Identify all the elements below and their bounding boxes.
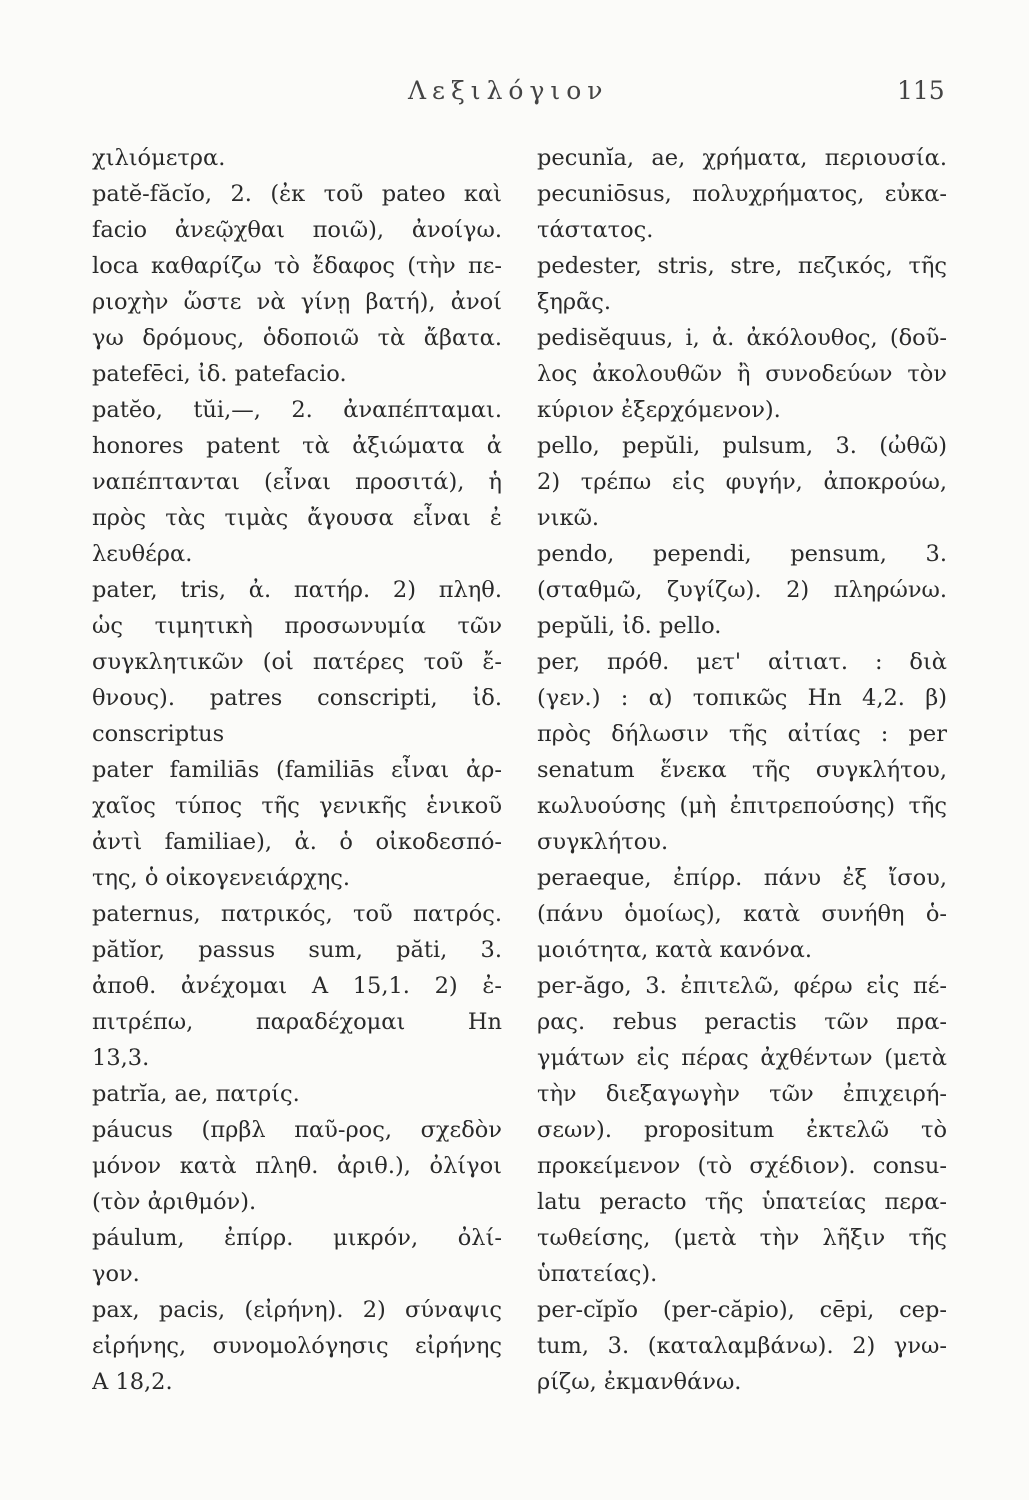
- page-number: 115: [897, 76, 945, 105]
- text-line: pater familiās (familiās εἶναι ἀρ-: [92, 757, 502, 783]
- right-column: [537, 140, 947, 1400]
- text-line: per-ăgo, 3. ἐπιτελῶ, φέρω εἰς πέ-: [537, 973, 947, 999]
- text-line: facio ἀνεῷχθαι ποιῶ), ἀνοίγω.: [92, 217, 502, 243]
- text-line: ρίζω, ἐκμανθάνω.: [537, 1369, 742, 1395]
- text-line: ἀντὶ familiae), ἀ. ὁ οἰκοδεσπό-: [92, 829, 502, 855]
- text-line: ὡς τιμητικὴ προσωνυμία τῶν: [92, 613, 502, 639]
- text-line: per-cĭpĭo (per-căpio), cēpi, cep-: [537, 1297, 947, 1323]
- text-line: γμάτων εἰς πέρας ἀχθέντων (μετὰ: [537, 1045, 947, 1071]
- text-line: πρὸς τὰς τιμὰς ἄγουσα εἶναι ἐ: [92, 505, 502, 531]
- text-line: 13,3.: [92, 1045, 150, 1071]
- text-line: per, πρόθ. μετ' αἰτιατ. : διὰ: [537, 649, 947, 675]
- text-line: Α 18,2.: [92, 1369, 173, 1395]
- text-line: páucus (πρβλ παῦ-ρος, σχεδὸν: [92, 1117, 502, 1143]
- text-line: pedisĕquus, i, ἀ. ἀκόλουθος, (δοῦ-: [537, 325, 947, 351]
- text-line: συγκλητικῶν (οἱ πατέρες τοῦ ἔ-: [92, 649, 502, 675]
- text-line: συγκλήτου.: [537, 829, 669, 855]
- text-line: ρας. rebus peractis τῶν πρα-: [537, 1009, 947, 1035]
- text-line: pecuniōsus, πολυχρήματος, εὐκα-: [537, 181, 947, 207]
- text-line: pepŭli, ἰδ. pello.: [537, 613, 722, 639]
- text-line: peraeque, ἐπίρρ. πάνυ ἐξ ἴσου,: [537, 865, 947, 891]
- text-line: χιλιόμετρα.: [92, 145, 226, 171]
- text-line: τάστατος.: [537, 217, 654, 243]
- running-title: Λεξιλόγιον: [408, 76, 609, 105]
- text-line: προκείμενον (τὸ σχέδιον). consu-: [537, 1153, 947, 1179]
- text-line: μόνον κατὰ πληθ. ἀριθ.), ὀλίγοι: [92, 1153, 502, 1179]
- text-line: κύριον ἐξερχόμενον).: [537, 397, 781, 423]
- text-line: honores patent τὰ ἀξιώματα ἀ: [92, 433, 502, 459]
- text-line: pendo, pependi, pensum, 3.: [537, 541, 947, 567]
- text-line: ξηρᾶς.: [537, 289, 612, 315]
- text-line: conscriptus: [92, 721, 225, 747]
- text-line: latu peracto τῆς ὑπατείας περα-: [537, 1189, 947, 1215]
- text-line: (πάνυ ὁμοίως), κατὰ συνήθη ὁ-: [537, 901, 947, 927]
- text-line: pecunĭa, ae, χρήματα, περιουσία.: [537, 145, 947, 171]
- text-line: της, ὁ οἰκογενειάρχης.: [92, 865, 351, 891]
- text-line: λος ἀκολουθῶν ἢ συνοδεύων τὸν: [537, 361, 947, 387]
- text-line: ριοχὴν ὥστε νὰ γίνῃ βατή), ἀνοί: [92, 289, 502, 315]
- text-line: θνους). patres conscripti, ἰδ.: [92, 685, 502, 711]
- text-line: γω δρόμους, ὁδοποιῶ τὰ ἄβατα.: [92, 325, 502, 351]
- text-line: 2) τρέπω εἰς φυγήν, ἀποκρούω,: [537, 469, 947, 495]
- text-line: páulum, ἐπίρρ. μικρόν, ὀλί-: [92, 1225, 502, 1251]
- text-line: pedester, stris, stre, πεζικός, τῆς: [537, 253, 947, 279]
- text-line: λευθέρα.: [92, 541, 193, 567]
- text-line: μοιότητα, κατὰ κανόνα.: [537, 937, 812, 963]
- text-line: patĕ-făcĭo, 2. (ἐκ τοῦ pateo καὶ: [92, 181, 502, 207]
- text-line: (σταθμῶ, ζυγίζω). 2) πληρώνω.: [537, 577, 947, 603]
- text-line: tum, 3. (καταλαμβάνω). 2) γνω-: [537, 1333, 947, 1359]
- left-column: [92, 140, 502, 1400]
- text-line: pax, pacis, (εἰρήνη). 2) σύναψις: [92, 1297, 502, 1323]
- text-line: ἀποθ. ἀνέχομαι Α 15,1. 2) ἐ-: [92, 973, 502, 999]
- text-line: πρὸς δήλωσιν τῆς αἰτίας : per: [537, 721, 947, 747]
- text-line: (γεν.) : α) τοπικῶς Hn 4,2. β): [537, 685, 947, 711]
- text-line: πιτρέπω, παραδέχομαι Hn: [92, 1009, 502, 1035]
- text-line: pater, tris, ἀ. πατήρ. 2) πληθ.: [92, 577, 502, 603]
- text-line: pătĭor, passus sum, păti, 3.: [92, 937, 502, 963]
- text-line: ὑπατείας).: [537, 1261, 658, 1287]
- text-line: εἰρήνης, συνομολόγησις εἰρήνης: [92, 1333, 502, 1359]
- text-line: τὴν διεξαγωγὴν τῶν ἐπιχειρή-: [537, 1081, 947, 1107]
- text-line: patrĭa, ae, πατρίς.: [92, 1081, 300, 1107]
- text-line: paternus, πατρικός, τοῦ πατρός.: [92, 901, 502, 927]
- text-line: κωλυούσης (μὴ ἐπιτρεπούσης) τῆς: [537, 793, 947, 819]
- text-line: senatum ἕνεκα τῆς συγκλήτου,: [537, 757, 947, 783]
- text-line: χαῖος τύπος τῆς γενικῆς ἑνικοῦ: [92, 793, 502, 819]
- text-line: σεων). propositum ἐκτελῶ τὸ: [537, 1117, 947, 1143]
- text-line: loca καθαρίζω τὸ ἔδαφος (τὴν πε-: [92, 253, 502, 279]
- text-line: pello, pepŭli, pulsum, 3. (ὠθῶ): [537, 433, 947, 459]
- text-line: patĕo, tŭi,—, 2. ἀναπέπταμαι.: [92, 397, 502, 423]
- text-line: (τὸν ἀριθμόν).: [92, 1189, 257, 1215]
- text-line: patefēci, ἰδ. patefacio.: [92, 361, 347, 387]
- text-line: τωθείσης, (μετὰ τὴν λῆξιν τῆς: [537, 1225, 947, 1251]
- text-line: γον.: [92, 1261, 140, 1287]
- text-line: ναπέπτανται (εἶναι προσιτά), ἡ: [92, 469, 502, 495]
- text-line: νικῶ.: [537, 505, 600, 531]
